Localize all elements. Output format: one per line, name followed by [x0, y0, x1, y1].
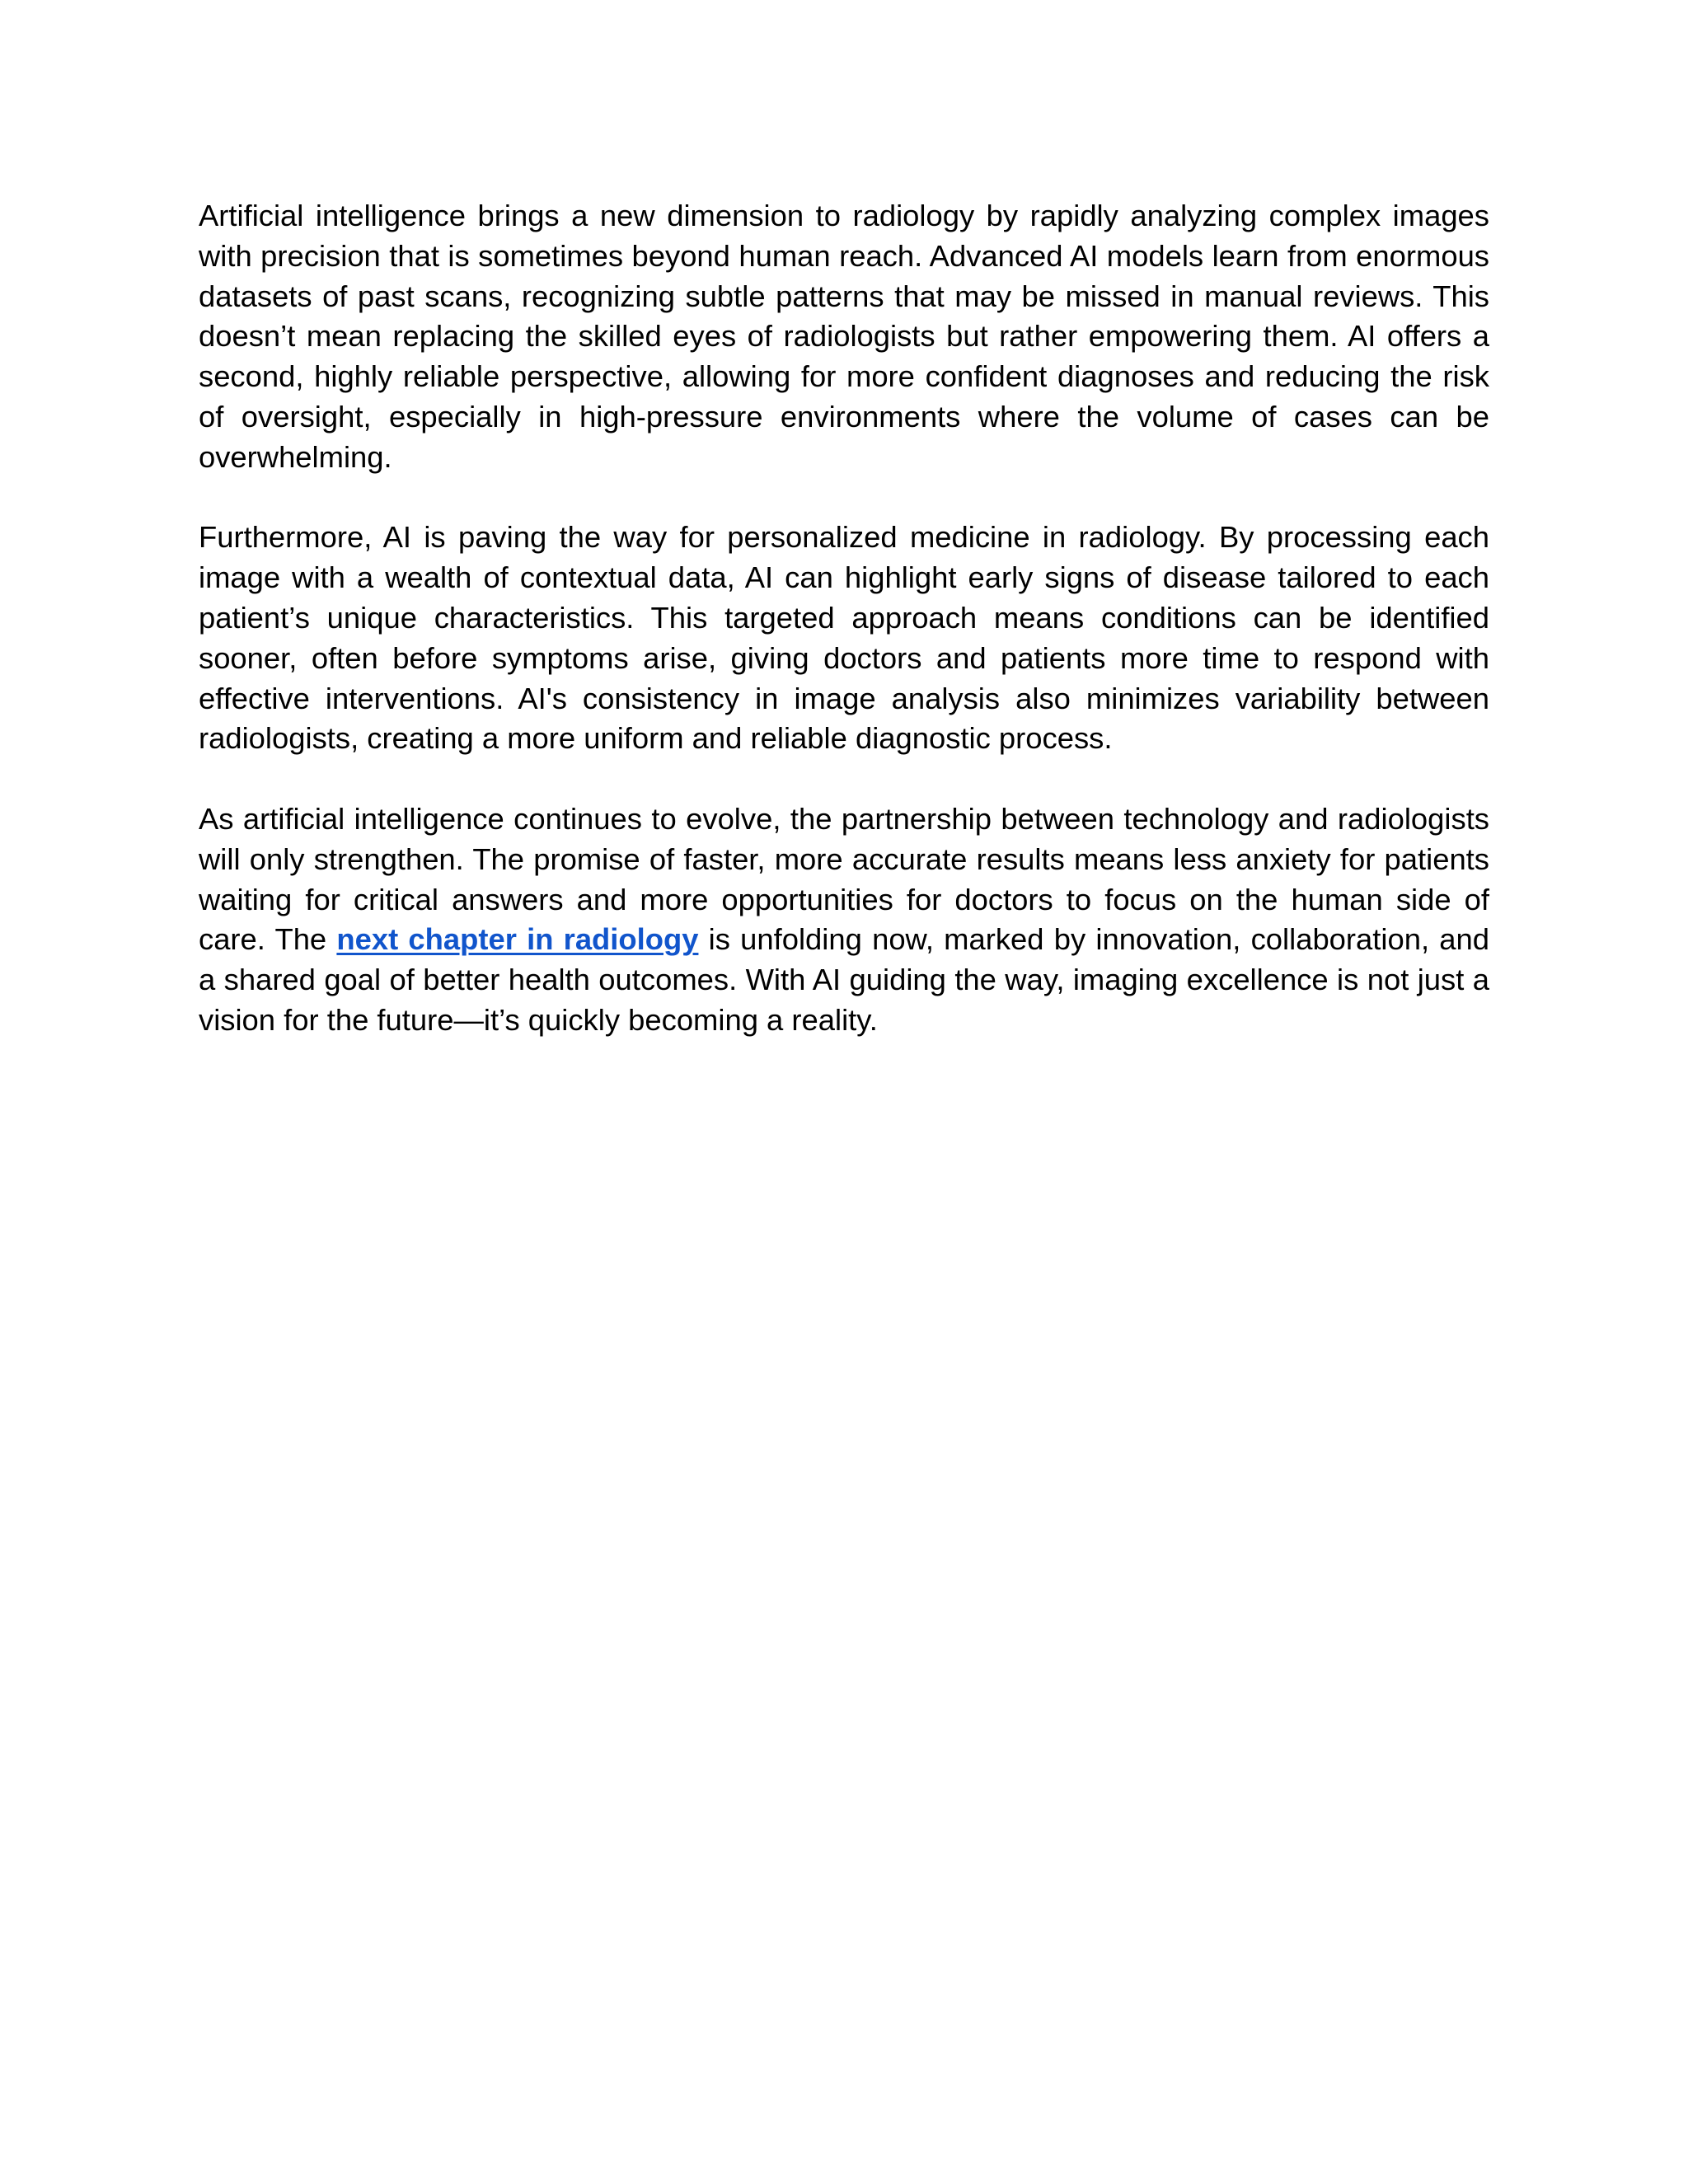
paragraph-3	[199, 799, 1489, 1041]
paragraph-1: Artificial intelligence brings a new dimension to radiology by rapidly analyzing complex images with precision that is sometimes beyond human reach. Advanced AI models learn from enormous datasets of past scans, recognizing subtle patterns that may be missed in manual reviews. This doesn’t mean replacing the skilled eyes of radiologists but rather empowering them. AI offers a second, highly reliable perspective, allowing for more confident diagnoses and reducing the risk of oversight, especially in high-pressure environments where the volume of cases can be overwhelming.	[199, 199, 1489, 474]
paragraph-3-text-before-link: As artificial intelligence continues to evolve, the partnership between technology and radiologists will only strengthen. The promise of faster, more accurate results means less anxiety for patients waiting for critical answers and more opportunities for doctors to focus on the human side of care. The	[199, 801, 1489, 957]
next-chapter-link[interactable]: next chapter in radiology	[336, 922, 699, 957]
paragraph-3-text-after-link: is unfolding now, marked by innovation, collaboration, and a shared goal of better health outcomes. With AI guiding the way, imaging excellence is not just a vision for the future—it’s quickly becoming a reality.	[199, 922, 1489, 1037]
paragraph-2: Furthermore, AI is paving the way for personalized medicine in radiology. By processing each image with a wealth of contextual data, AI can highlight early signs of disease tailored to each patient’s unique characteristics. This targeted approach means conditions can be identified sooner, often before symptoms arise, giving doctors and patients more time to respond with effective interventions. AI's consistency in image analysis also minimizes variability between radiologists, creating a more uniform and reliable diagnostic process.	[199, 520, 1489, 756]
document-body	[199, 196, 1489, 1081]
